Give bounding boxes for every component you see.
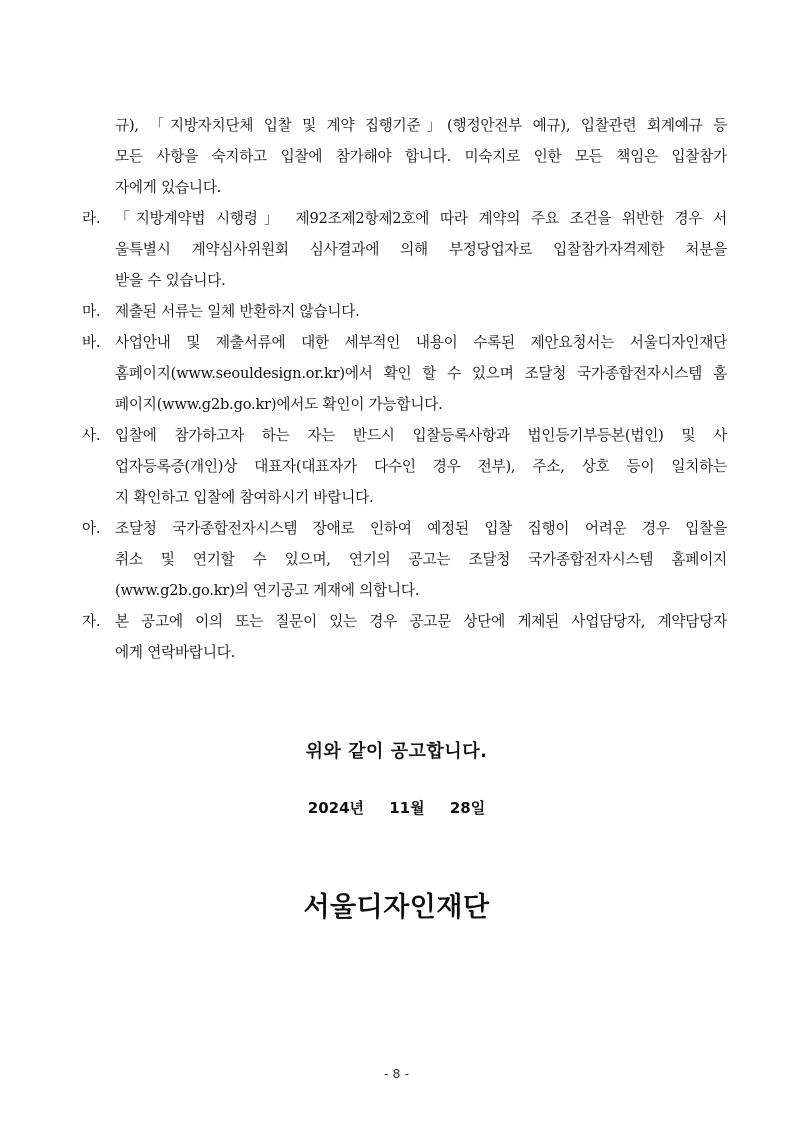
list-item-line: 페이지(www.g2b.go.kr)에서도 확인이 가능합니다. xyxy=(115,396,443,413)
closing-statement: 위와 같이 공고합니다. xyxy=(305,741,488,762)
list-item-line: 모든 사항을 숙지하고 입찰에 참가해야 합니다. 미숙지로 인한 모든 책임은 입찰참가 xyxy=(115,148,727,165)
organization-name: 서울디자인재단 xyxy=(303,892,490,923)
date-day: 28일 xyxy=(449,799,486,817)
list-item xyxy=(82,110,727,203)
list-item-line: 입찰에 참가하고자 하는 자는 반드시 입찰등록사항과 법인등기부등본(법인) 및 사 xyxy=(115,427,727,444)
list-item-marker: 사. xyxy=(82,427,101,444)
list-item-marker: 라. xyxy=(82,210,101,227)
list-item-line: 울특별시 계약심사위원회 심사결과에 의해 부정당업자로 입찰참가자격제한 처분을 xyxy=(115,241,727,258)
list-item-line: 홈페이지(www.seouldesign.or.kr)에서 확인 할 수 있으며 조달청 국가종합전자시스템 홈 xyxy=(115,365,727,382)
list-item xyxy=(82,606,727,668)
list-item-line: 본 공고에 이의 또는 질문이 있는 경우 공고문 상단에 게제된 사업담당자, 계약담당자 xyxy=(115,613,727,630)
list-item-line: 제출된 서류는 일체 반환하지 않습니다. xyxy=(115,303,360,320)
list-item-line: 조달청 국가종합전자시스템 장애로 인하여 예정된 입찰 집행이 어려운 경우 입찰을 xyxy=(115,520,727,537)
list-item-marker: 아. xyxy=(82,520,101,537)
list-item-line: 지 확인하고 입찰에 참여하시기 바랍니다. xyxy=(115,489,374,506)
notice-items xyxy=(82,110,727,668)
list-item-line: 「지방계약법 시행령」 제92조제2항제2호에 따라 계약의 주요 조건을 위반한 경우 서 xyxy=(115,210,727,227)
list-item xyxy=(82,296,727,327)
list-item xyxy=(82,513,727,606)
date-year: 2024년 xyxy=(307,799,365,817)
list-item-line: 규), 「지방자치단체 입찰 및 계약 집행기준」(행정안전부 예규), 입찰관련 회계예규 등 xyxy=(115,117,727,134)
page-number: - 8 - xyxy=(384,1066,409,1081)
list-item-marker: 바. xyxy=(82,334,101,351)
list-item xyxy=(82,327,727,420)
list-item xyxy=(82,420,727,513)
list-item-line: 취소 및 연기할 수 있으며, 연기의 공고는 조달청 국가종합전자시스템 홈페이지 xyxy=(115,551,727,568)
announcement-date xyxy=(0,797,793,818)
list-item-line: 사업안내 및 제출서류에 대한 세부적인 내용이 수록된 제안요청서는 서울디자인재단 xyxy=(115,334,727,351)
list-item-marker: 마. xyxy=(82,303,101,320)
list-item-line: (www.g2b.go.kr)의 연기공고 게재에 의합니다. xyxy=(115,582,420,599)
date-month: 11월 xyxy=(389,799,425,817)
list-item-line: 받을 수 있습니다. xyxy=(115,272,226,289)
list-item-line: 에게 연락바랍니다. xyxy=(115,644,236,661)
list-item-line: 자에게 있습니다. xyxy=(115,179,222,196)
list-item-marker: 자. xyxy=(82,613,101,630)
list-item xyxy=(82,203,727,296)
list-item-line: 업자등록증(개인)상 대표자(대표자가 다수인 경우 전부), 주소, 상호 등이 일치하는 xyxy=(115,458,727,475)
